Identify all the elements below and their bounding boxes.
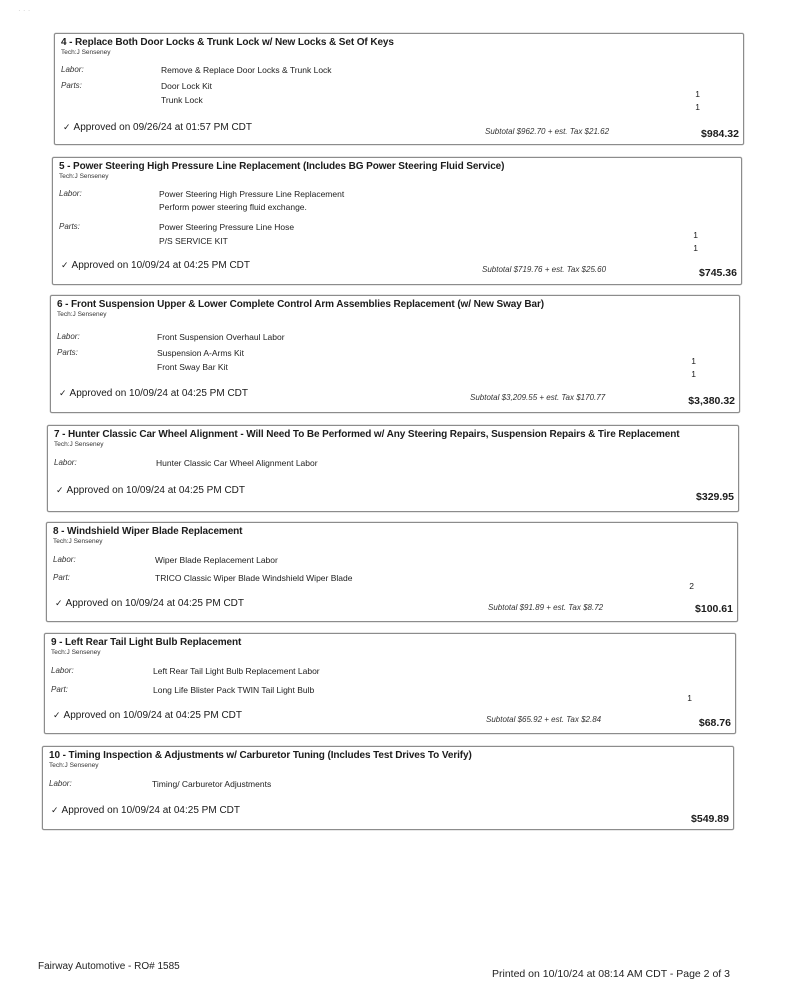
job-card <box>42 746 734 830</box>
job-tech: Tech:J Senseney <box>51 649 101 656</box>
part-name: P/S SERVICE KIT <box>159 236 228 246</box>
approval-status <box>59 388 248 399</box>
approval-status <box>55 598 244 609</box>
parts-label: Parts: <box>57 348 78 357</box>
approval-text: Approved on 10/09/24 at 04:25 PM CDT <box>63 710 242 721</box>
job-card <box>46 522 738 622</box>
subtotal-line: Subtotal $962.70 + est. Tax $21.62 <box>485 127 610 136</box>
footer-printed: Printed on 10/10/24 at 08:14 AM CDT - Page 2 of 3 <box>492 968 730 980</box>
scan-artifact: · · · <box>18 6 31 15</box>
labor-label: Labor: <box>59 189 82 198</box>
approval-text: Approved on 10/09/24 at 04:25 PM CDT <box>71 260 250 271</box>
labor-label: Labor: <box>49 779 72 788</box>
approval-text: Approved on 10/09/24 at 04:25 PM CDT <box>69 388 248 399</box>
job-total: $100.61 <box>695 603 733 615</box>
job-title: 6 - Front Suspension Upper & Lower Complete Control Arm Assemblies Replacement (w/ New Sway Bar) <box>57 299 544 310</box>
part-qty: 1 <box>693 230 698 240</box>
part-qty: 1 <box>687 693 692 703</box>
part-name: Power Steering Pressure Line Hose <box>159 222 295 232</box>
part-qty: 1 <box>691 369 696 379</box>
job-tech: Tech:J Senseney <box>61 49 111 56</box>
job-title: 10 - Timing Inspection & Adjustments w/ Carburetor Tuning (Includes Test Drives To Verify) <box>49 750 472 761</box>
job-tech: Tech:J Senseney <box>53 538 103 545</box>
part-qty: 1 <box>695 89 700 99</box>
subtotal-line: Subtotal $91.89 + est. Tax $8.72 <box>488 603 604 612</box>
job-tech: Tech:J Senseney <box>57 311 107 318</box>
part-qty: 1 <box>693 243 698 253</box>
part-name: Front Sway Bar Kit <box>157 362 228 372</box>
job-title: 9 - Left Rear Tail Light Bulb Replacement <box>51 637 242 648</box>
approval-text: Approved on 09/26/24 at 01:57 PM CDT <box>73 122 252 133</box>
labor-label: Labor: <box>53 555 76 564</box>
job-title: 4 - Replace Both Door Locks & Trunk Lock w/ New Locks & Set Of Keys <box>61 37 394 48</box>
job-card <box>52 157 742 285</box>
approval-text: Approved on 10/09/24 at 04:25 PM CDT <box>66 485 245 496</box>
labor-line: Remove & Replace Door Locks & Trunk Lock <box>161 65 332 75</box>
part-name: TRICO Classic Wiper Blade Windshield Wiper Blade <box>155 573 353 583</box>
job-card <box>44 633 736 734</box>
check-icon: ✓ <box>55 598 63 608</box>
part-name: Trunk Lock <box>161 95 203 105</box>
labor-line: Left Rear Tail Light Bulb Replacement Labor <box>153 666 320 676</box>
job-tech: Tech:J Senseney <box>49 762 99 769</box>
check-icon: ✓ <box>53 710 61 720</box>
job-title: 7 - Hunter Classic Car Wheel Alignment - Will Need To Be Performed w/ Any Steering Repairs, Suspension Repairs & Tire Replacement <box>54 429 680 440</box>
job-card <box>50 295 740 413</box>
labor-label: Labor: <box>51 666 74 675</box>
labor-line: Wiper Blade Replacement Labor <box>155 555 278 565</box>
part-name: Long Life Blister Pack TWIN Tail Light Bulb <box>153 685 315 695</box>
job-total: $549.89 <box>691 813 729 825</box>
check-icon: ✓ <box>51 805 59 815</box>
subtotal-line: Subtotal $65.92 + est. Tax $2.84 <box>486 715 602 724</box>
job-total: $745.36 <box>699 267 737 279</box>
job-card <box>54 33 744 145</box>
part-name: Suspension A-Arms Kit <box>157 348 244 358</box>
labor-label: Labor: <box>54 458 77 467</box>
job-title: 8 - Windshield Wiper Blade Replacement <box>53 526 243 537</box>
labor-line: Power Steering High Pressure Line Replacement <box>159 189 345 199</box>
labor-label: Labor: <box>57 332 80 341</box>
job-total: $984.32 <box>701 128 739 140</box>
parts-label: Parts: <box>61 81 82 90</box>
approval-text: Approved on 10/09/24 at 04:25 PM CDT <box>61 805 240 816</box>
subtotal-line: Subtotal $719.76 + est. Tax $25.60 <box>482 265 607 274</box>
part-name: Door Lock Kit <box>161 81 213 91</box>
approval-status <box>53 710 242 721</box>
approval-status <box>61 260 250 271</box>
job-tech: Tech:J Senseney <box>54 441 104 448</box>
job-total: $68.76 <box>698 717 731 729</box>
check-icon: ✓ <box>63 122 71 132</box>
job-tech: Tech:J Senseney <box>59 173 109 180</box>
part-qty: 1 <box>691 356 696 366</box>
job-card <box>47 425 739 512</box>
parts-label: Part: <box>53 573 70 582</box>
labor-line: Timing/ Carburetor Adjustments <box>152 779 272 789</box>
parts-label: Parts: <box>59 222 80 231</box>
job-total: $329.95 <box>696 491 734 503</box>
part-qty: 2 <box>689 581 694 591</box>
approval-status <box>56 485 245 496</box>
labor-label: Labor: <box>61 65 84 74</box>
job-total: $3,380.32 <box>688 395 735 407</box>
parts-label: Part: <box>51 685 68 694</box>
labor-line: Front Suspension Overhaul Labor <box>157 332 285 342</box>
footer-shop: Fairway Automotive - RO# 1585 <box>38 961 180 972</box>
approval-status <box>63 122 252 133</box>
approval-status <box>51 805 240 816</box>
check-icon: ✓ <box>61 260 69 270</box>
part-qty: 1 <box>695 102 700 112</box>
subtotal-line: Subtotal $3,209.55 + est. Tax $170.77 <box>470 393 606 402</box>
approval-text: Approved on 10/09/24 at 04:25 PM CDT <box>65 598 244 609</box>
labor-line: Perform power steering fluid exchange. <box>159 202 307 212</box>
check-icon: ✓ <box>59 388 67 398</box>
job-title: 5 - Power Steering High Pressure Line Replacement (Includes BG Power Steering Fluid Service) <box>59 161 505 172</box>
labor-line: Hunter Classic Car Wheel Alignment Labor <box>156 458 318 468</box>
check-icon: ✓ <box>56 485 64 495</box>
